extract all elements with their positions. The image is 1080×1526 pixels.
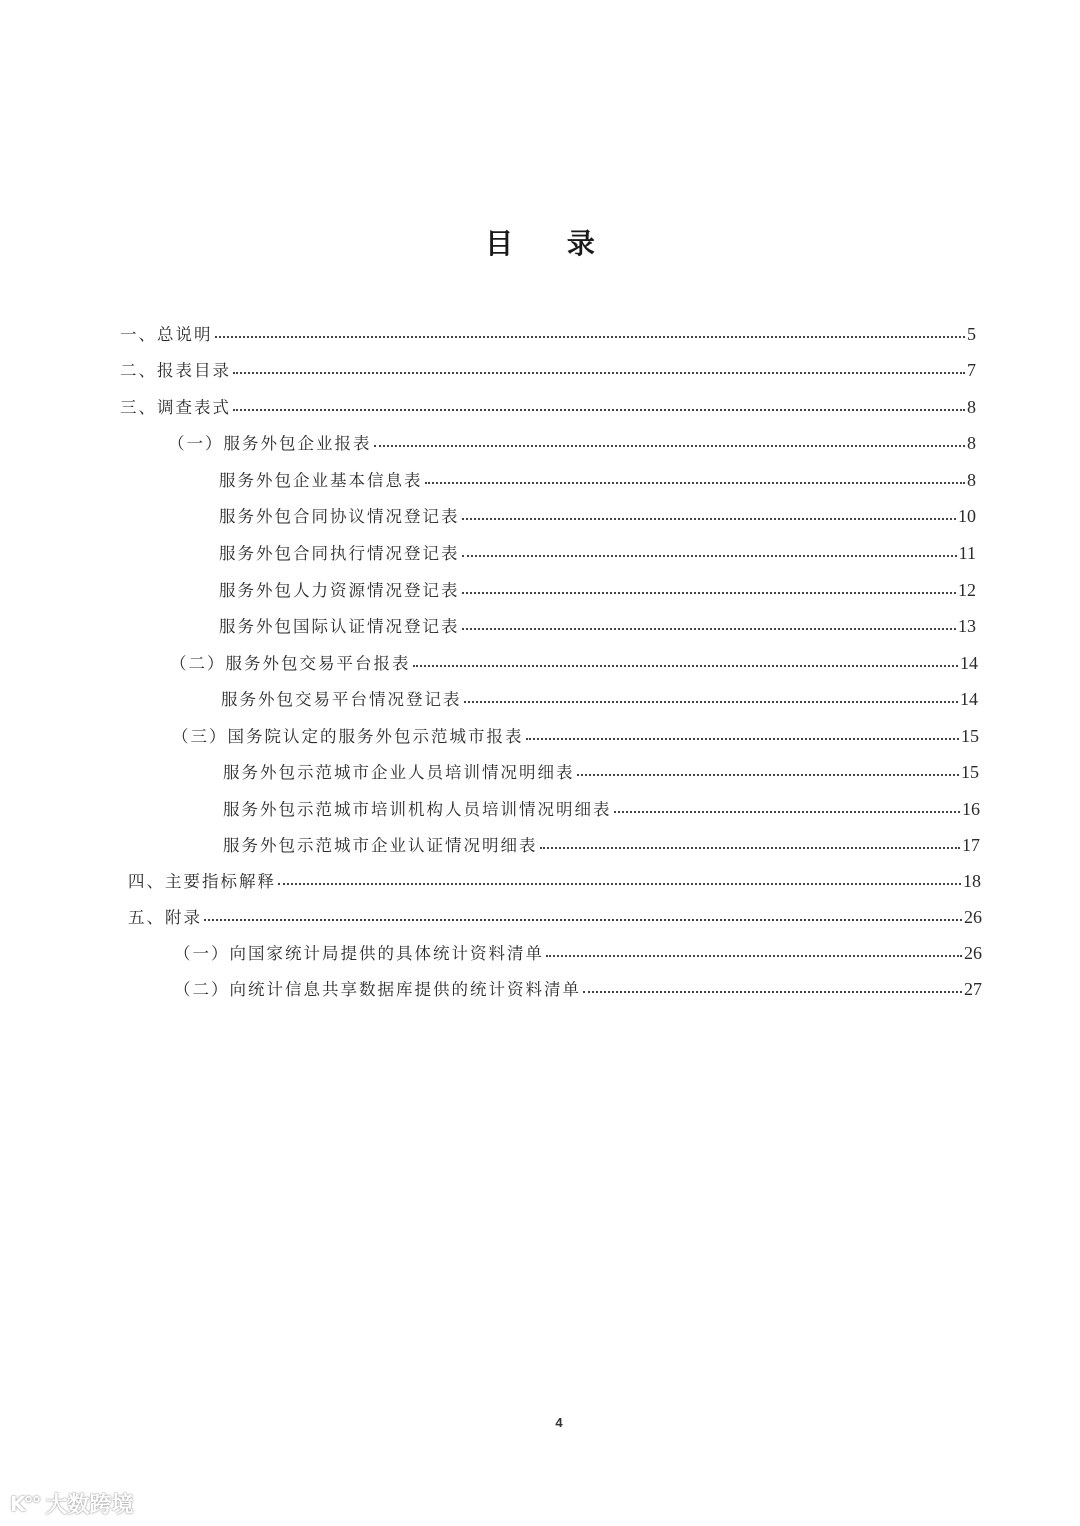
toc-entry-page: 8 <box>967 433 976 453</box>
toc-entry[interactable] <box>120 321 976 347</box>
toc-entry-label: 服务外包人力资源情况登记表 <box>219 581 460 600</box>
toc-entry-page: 15 <box>961 726 979 746</box>
toc-entry[interactable] <box>170 650 978 676</box>
dot-leader <box>462 518 957 520</box>
toc-entry-page: 14 <box>960 689 978 709</box>
toc-entry[interactable] <box>219 577 976 603</box>
dot-leader <box>215 336 966 338</box>
toc-entry-page: 13 <box>958 616 976 636</box>
dot-leader <box>462 555 957 557</box>
toc-entry-label: （二）向统计信息共享数据库提供的统计资料清单 <box>174 980 581 999</box>
toc-entry[interactable] <box>128 868 981 894</box>
toc-entry-page: 17 <box>962 835 980 855</box>
toc-entry-label: 服务外包企业基本信息表 <box>219 471 423 490</box>
dot-leader <box>546 955 962 957</box>
toc-entry[interactable] <box>219 467 976 493</box>
toc-entry[interactable] <box>128 904 982 930</box>
toc-entry-label: （一）向国家统计局提供的具体统计资料清单 <box>174 944 544 963</box>
toc-entry-page: 26 <box>964 907 982 927</box>
toc-entry-label: 服务外包示范城市企业认证情况明细表 <box>223 836 538 855</box>
toc-entry-page: 26 <box>964 943 982 963</box>
dot-leader <box>462 592 957 594</box>
toc-entry-page: 12 <box>958 580 976 600</box>
toc-entry[interactable] <box>219 613 976 639</box>
dot-leader <box>374 445 966 447</box>
toc-entry-label: （二）服务外包交易平台报表 <box>170 654 411 673</box>
toc-entry-label: 服务外包示范城市培训机构人员培训情况明细表 <box>223 800 612 819</box>
dot-leader <box>614 811 961 813</box>
toc-entry-page: 5 <box>967 324 976 344</box>
toc-entry[interactable] <box>221 686 978 712</box>
toc-entry-label: 服务外包合同协议情况登记表 <box>219 507 460 526</box>
toc-entry-label: 服务外包国际认证情况登记表 <box>219 617 460 636</box>
page-title: 目 录 <box>485 227 617 260</box>
toc-entry-page: 8 <box>967 470 976 490</box>
toc-entry-label: 服务外包合同执行情况登记表 <box>219 544 460 563</box>
toc-entry-page: 18 <box>963 871 981 891</box>
toc-entry-page: 7 <box>967 360 976 380</box>
toc-entry-page: 10 <box>958 506 976 526</box>
dot-leader <box>425 482 966 484</box>
toc-entry-page: 16 <box>962 799 980 819</box>
toc-entry-page: 11 <box>958 543 976 563</box>
dot-leader <box>413 665 959 667</box>
dot-leader <box>577 774 960 776</box>
toc-entry[interactable] <box>223 832 980 858</box>
toc-entry-label: 服务外包示范城市企业人员培训情况明细表 <box>223 763 575 782</box>
watermark-text: 大数跨境 <box>45 1493 134 1518</box>
toc-entry-label: 四、主要指标解释 <box>128 872 276 891</box>
dot-leader <box>278 883 961 885</box>
dot-leader <box>583 991 962 993</box>
dot-leader <box>204 919 962 921</box>
toc-entry-label: 一、总说明 <box>120 325 213 344</box>
toc-entry[interactable] <box>120 357 976 383</box>
dot-leader <box>526 738 960 740</box>
toc-entry[interactable] <box>120 394 976 420</box>
page-number: 4 <box>555 1415 563 1430</box>
toc-entry-label: （一）服务外包企业报表 <box>168 434 372 453</box>
dot-leader <box>462 628 957 630</box>
toc-entry[interactable] <box>172 723 979 749</box>
dot-leader <box>540 847 961 849</box>
dot-leader <box>464 701 959 703</box>
dot-leader <box>233 409 965 411</box>
toc-entry-page: 14 <box>960 653 978 673</box>
toc-entry-label: 二、报表目录 <box>120 361 231 380</box>
toc-entry[interactable] <box>223 796 980 822</box>
toc-entry-label: （三）国务院认定的服务外包示范城市报表 <box>172 727 524 746</box>
toc-entry-label: 五、附录 <box>128 908 202 927</box>
toc-entry[interactable] <box>219 540 976 566</box>
brand-logo-icon: K°° <box>10 1491 40 1516</box>
toc-entry[interactable] <box>174 976 982 1002</box>
toc-entry-page: 27 <box>964 979 982 999</box>
watermark <box>10 1488 134 1519</box>
toc-entry-label: 服务外包交易平台情况登记表 <box>221 690 462 709</box>
toc-entry[interactable] <box>168 430 976 456</box>
toc-entry[interactable] <box>174 940 982 966</box>
toc-entry-page: 15 <box>961 762 979 782</box>
toc-entry[interactable] <box>219 503 976 529</box>
toc-entry-page: 8 <box>967 397 976 417</box>
dot-leader <box>233 372 965 374</box>
toc-entry-label: 三、调查表式 <box>120 398 231 417</box>
toc-entry[interactable] <box>223 759 979 785</box>
